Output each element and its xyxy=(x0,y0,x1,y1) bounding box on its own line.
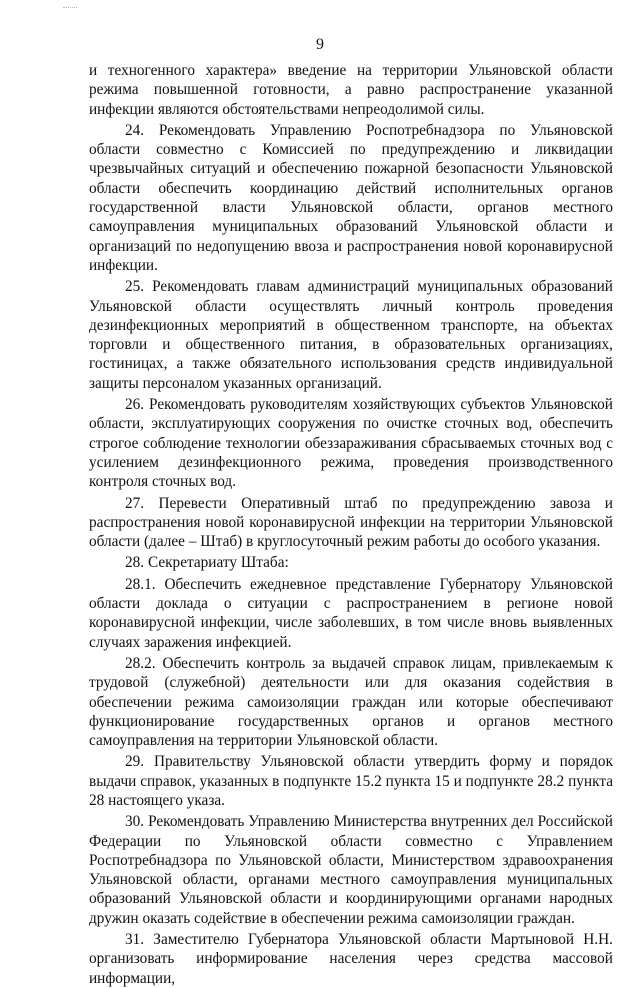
paragraph-28-2: 28.2. Обеспечить контроль за выдачей справок лицам, привлекаемым к трудовой (служебной) деятельности или для оказания содействия в обеспечении режима самоизоляции граждан или которые обеспечивают функционирование государственных органов и органов местного самоуправления на территории Ульяновской области. xyxy=(89,654,613,750)
paragraph-24: 24. Рекомендовать Управлению Роспотребнадзора по Ульяновской области совместно с Комиссией по предупреждению и ликвидации чрезвычайных ситуаций и обеспечению пожарной безопасности Ульяновской области обеспечить координацию действий исполнительных органов государственной власти Ульяновской области, органов местного самоуправления муниципальных образований Ульяновской области и организаций по недопущению ввоза и распространения новой коронавирусной инфекции. xyxy=(89,121,613,274)
paragraph-28-1: 28.1. Обеспечить ежедневное представление Губернатору Ульяновской области доклада о ситуации с распространением в регионе новой коронавирусной инфекции, числе заболевших, в том числе вновь выявленных случаях заражения инфекцией. xyxy=(89,575,613,651)
paragraph-28: 28. Секретариату Штаба: xyxy=(125,554,289,572)
paragraph-continuation: и техногенного характера» введение на территории Ульяновской области режима повышенной готовности, а равно распространение указанной инфекции являются обстоятельствами непреодолимой силы. xyxy=(89,62,613,118)
paragraph-25: 25. Рекомендовать главам администраций муниципальных образований Ульяновской области осуществлять личный контроль проведения дезинфекционных мероприятий в общественном транспорте, на объектах торговли и общественного питания, в образовательных организациях, гостиницах, а также обязательного использования средств индивидуальной защиты персоналом указанных организаций. xyxy=(89,278,613,392)
paragraph-27: 27. Перевести Оперативный штаб по предупреждению завоза и распространения новой коронавирусной инфекции на территории Ульяновской области (далее – Штаб) в круглосуточный режим работы до особого указания. xyxy=(89,494,613,551)
scan-corner-mark xyxy=(63,7,77,10)
paragraph-31: 31. Заместителю Губернатора Ульяновской области Мартыновой Н.Н. организовать информирование населения через средства массовой информации, xyxy=(89,931,613,987)
paragraph-29: 29. Правительству Ульяновской области утвердить форму и порядок выдачи справок, указанных в подпункте 15.2 пункта 15 и подпункте 28.2 пункта 28 настоящего указа. xyxy=(89,753,613,809)
page-number: 9 xyxy=(316,36,324,53)
paragraph-30: 30. Рекомендовать Управлению Министерства внутренних дел Российской Федерации по Ульяновской области совместно с Управлением Роспотребнадзора по Ульяновской области, Министерством здравоохранения Ульяновской области, органами местного самоуправления муниципальных образований Ульяновской области и координирующими органами народных дружин оказать содействие в обеспечении режима самоизоляции граждан. xyxy=(89,813,613,927)
paragraph-26: 26. Рекомендовать руководителям хозяйствующих субъектов Ульяновской области, эксплуатирующих сооружения по очистке сточных вод, обеспечить строгое соблюдение технологии обеззараживания сбрасываемых сточных вод с усилением дезинфекционного режима, проведения производственного контроля сточных вод. xyxy=(89,396,613,491)
document-body xyxy=(89,61,613,988)
